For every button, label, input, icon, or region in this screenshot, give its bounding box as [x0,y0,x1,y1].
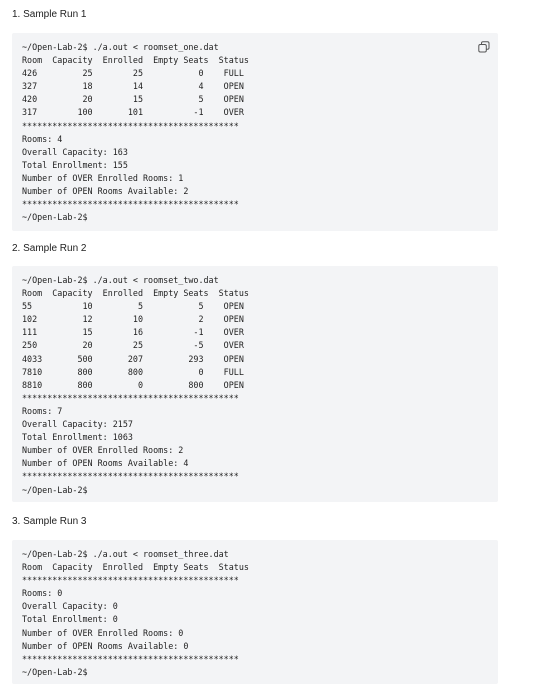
section-title-run-3: 3. Sample Run 3 [12,516,87,527]
terminal-output-run-1: ~/Open-Lab-2$ ./a.out < roomset_one.dat Room Capacity Enrolled Empty Seats Status 426 25 25 0 FULL 327 18 14 4 OPEN 420 20 15 5 OPEN 317 100 101 -1 OVER ******************************************* Rooms: 4 Overall Capacity: 163 Total Enrollment: 155 Number of OVER Enrolled Rooms: 1 Number of OPEN Rooms Available: 2 ******************************************* ~/Open-Lab-2$ [22,42,249,223]
code-block-run-1 [12,33,498,231]
section-title-run-2: 2. Sample Run 2 [12,243,87,254]
copy-icon[interactable] [478,41,490,53]
terminal-output-run-3: ~/Open-Lab-2$ ./a.out < roomset_three.dat Room Capacity Enrolled Empty Seats Status ******************************************* Rooms: 0 Overall Capacity: 0 Total Enrollment: 0 Number of OVER Enrolled Rooms: 0 Number of OPEN Rooms Available: 0 ******************************************* ~/Open-Lab-2$ [22,549,249,677]
code-block-run-2 [12,266,498,502]
terminal-output-run-2: ~/Open-Lab-2$ ./a.out < roomset_two.dat Room Capacity Enrolled Empty Seats Status 55 10 5 5 OPEN 102 12 10 2 OPEN 111 15 16 -1 OVER 250 20 25 -5 OVER 4033 500 207 293 OPEN 7810 800 800 0 FULL 8810 800 0 800 OPEN ******************************************* Rooms: 7 Overall Capacity: 2157 Total Enrollment: 1063 Number of OVER Enrolled Rooms: 2 Number of OPEN Rooms Available: 4 ******************************************* ~/Open-Lab-2$ [22,275,249,495]
code-block-run-3 [12,540,498,684]
section-title-run-1: 1. Sample Run 1 [12,9,87,20]
